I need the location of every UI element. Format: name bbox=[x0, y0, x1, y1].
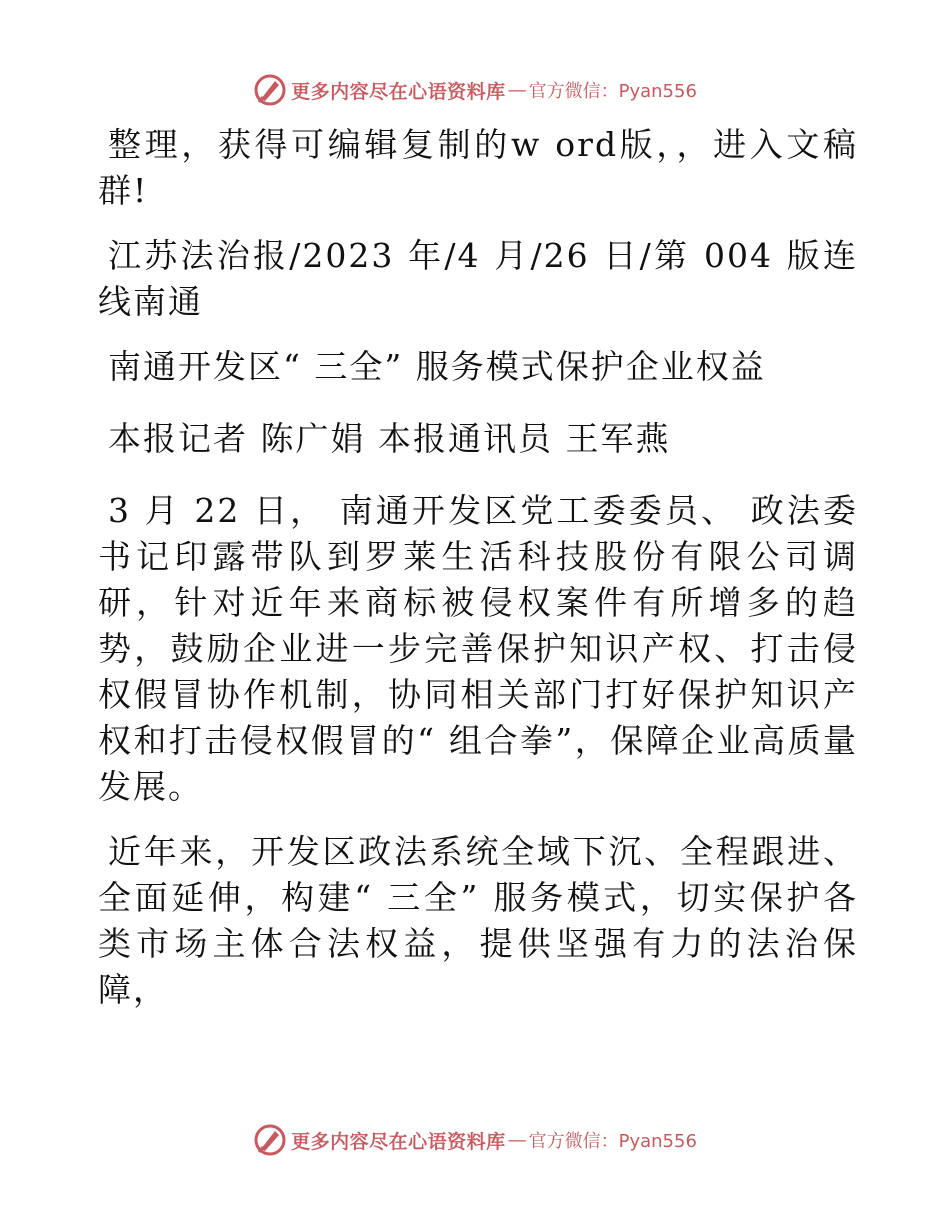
article-title: 南通开发区“ 三全” 服务模式保护企业权益 bbox=[108, 347, 766, 386]
banner-wechat: 官方微信：Pyan556 bbox=[528, 81, 697, 102]
body-paragraph-1: 3 月 22 日， 南通开发区党工委委员、 政法委书记印露带队到罗莱生活科技股份有限公司调研，针对近年来商标被侵权案件有所增多的趋势，鼓励企业进一步完善保护知识产权、打击侵权假冒协作机制，协同相关部门打好保护知识产权和打击侵权假冒的“ 组合拳”，保障企业高质量发展。 bbox=[98, 491, 858, 806]
body-paragraph-2: 近年来，开发区政法系统全域下沉、全程跟进、全面延伸，构建“ 三全” 服务模式，切实保护各类市场主体合法权益，提供坚强有力的法治保障， bbox=[98, 832, 858, 1009]
document-body bbox=[98, 122, 858, 1032]
intro-note: 整理，获得可编辑复制的w ord版，，进入文稿群! bbox=[98, 125, 858, 210]
pen-logo-icon bbox=[253, 73, 287, 107]
banner-text: 更多内容尽在心语资料库 bbox=[291, 80, 506, 103]
banner-text: 更多内容尽在心语资料库 bbox=[291, 1130, 506, 1153]
pen-logo-icon bbox=[253, 1123, 287, 1157]
source-line: 江苏法治报/2023 年/4 月/26 日/第 004 版连线南通 bbox=[98, 236, 858, 321]
banner-separator: — bbox=[507, 1129, 527, 1151]
footer-banner bbox=[0, 1120, 950, 1160]
banner-separator: — bbox=[507, 79, 527, 101]
banner-wechat: 官方微信：Pyan556 bbox=[528, 1131, 697, 1152]
header-banner bbox=[0, 70, 950, 110]
byline: 本报记者 陈广娟 本报通讯员 王军燕 bbox=[108, 419, 671, 458]
